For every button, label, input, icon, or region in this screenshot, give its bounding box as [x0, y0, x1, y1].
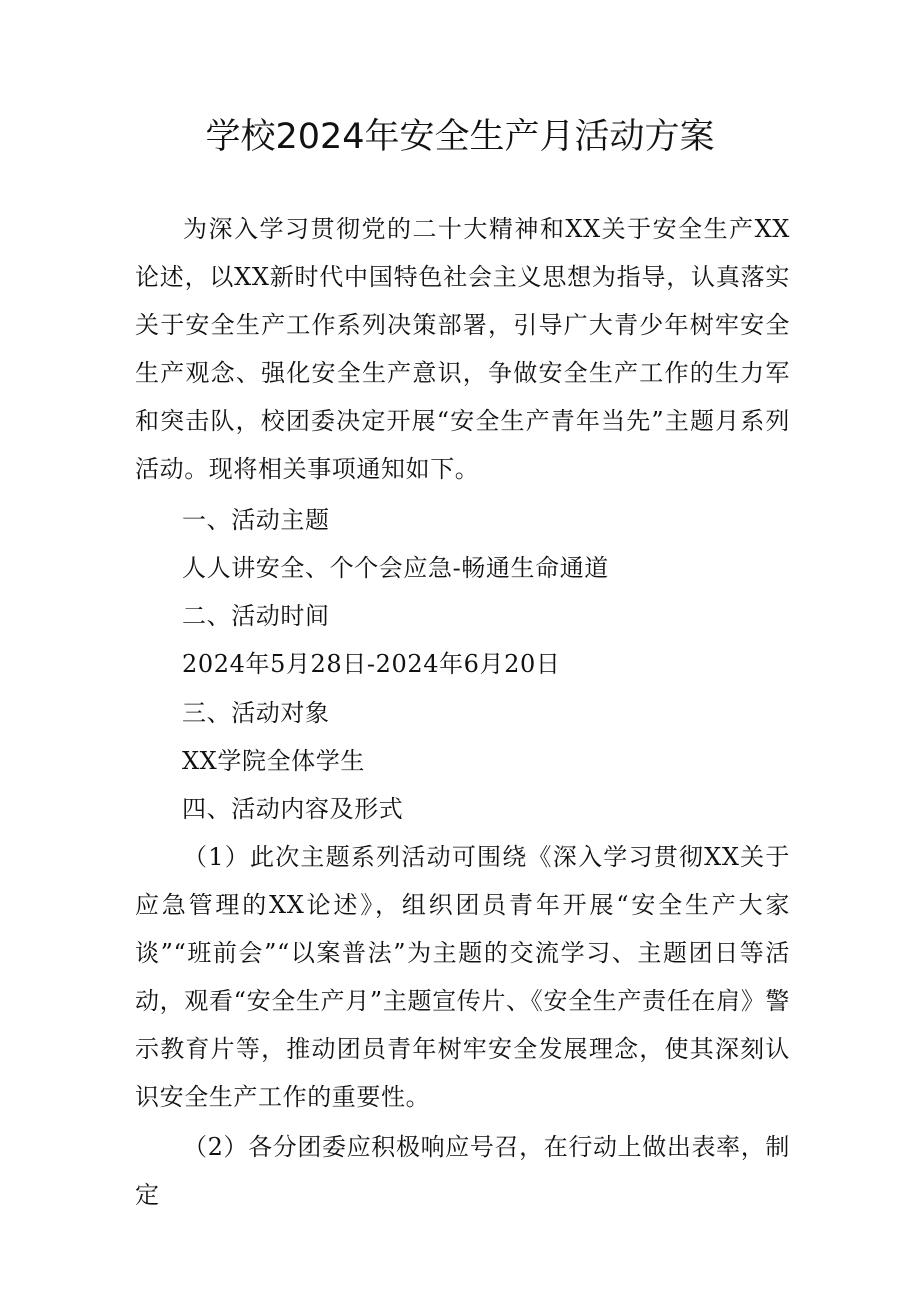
document-title: 学校2024年安全生产月活动方案 — [205, 117, 715, 157]
section-text-theme: 人人讲安全、个个会应急-畅通生命通道 — [182, 554, 609, 582]
intro-paragraph: 为深入学习贯彻党的二十大精神和XX关于安全生产XX论述，以XX新时代中国特色社会主义思想为指导，认真落实关于安全生产工作系列决策部署，引导广大青少年树牢安全生产观念、强化安全生产意识，争做安全生产工作的生力军和突击队，校团委决定开展“安全生产青年当先”主题月系列活动。现将相关事项通知如下。 — [135, 215, 790, 483]
section-text-time: 2024年5月28日-2024年6月20日 — [182, 650, 561, 678]
section-heading-time: 二、活动时间 — [182, 602, 330, 630]
section-heading-theme: 一、活动主题 — [182, 506, 330, 534]
section-text-audience: XX学院全体学生 — [182, 747, 365, 775]
section-heading-content: 四、活动内容及形式 — [182, 795, 404, 823]
section-heading-audience: 三、活动对象 — [182, 699, 330, 727]
content-item-2: （2）各分团委应积极响应号召，在行动上做出表率，制定 — [135, 1133, 790, 1209]
content-item-1: （1）此次主题系列活动可围绕《深入学习贯彻XX关于应急管理的XX论述》，组织团员青年开展“安全生产大家谈”“班前会”“以案普法”为主题的交流学习、主题团日等活动，观看“安全生产月”主题宣传片、《安全生产责任在肩》警示教育片等，推动团员青年树牢安全发展理念，使其深刻认识安全生产工作的重要性。 — [135, 843, 790, 1111]
